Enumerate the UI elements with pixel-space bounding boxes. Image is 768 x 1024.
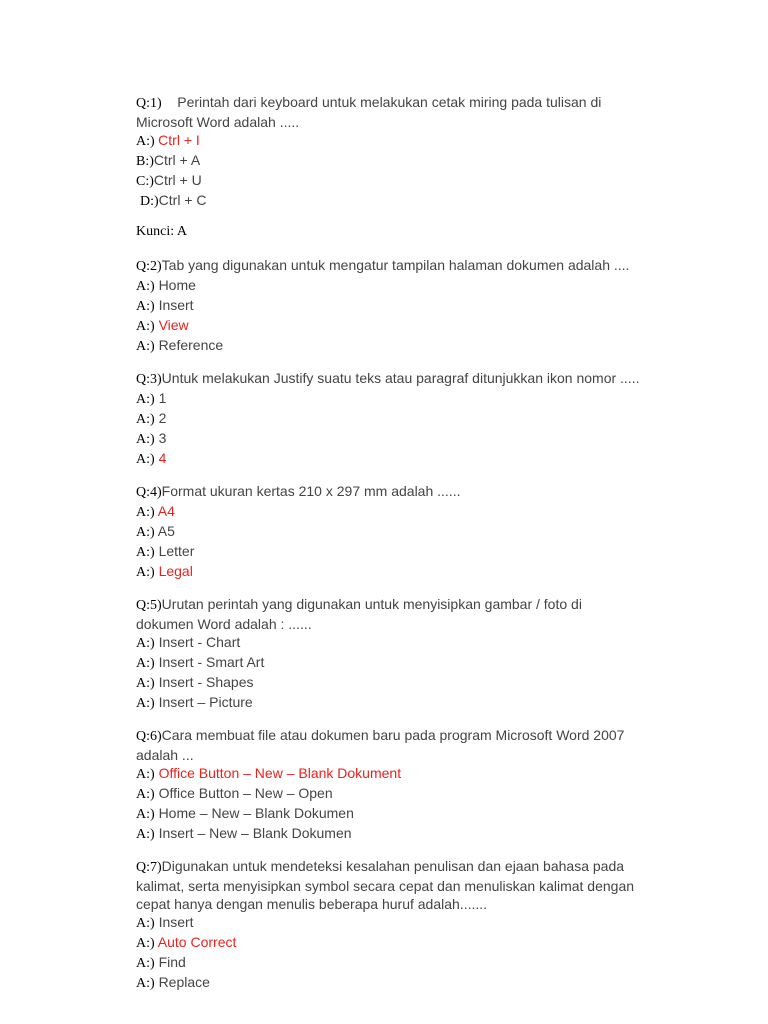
q7-option-correct: A:) Auto Correct [136, 934, 237, 951]
q5-option: A:) Insert – Picture [136, 694, 253, 711]
question-7-text-line-2: kalimat, serta menyisipkan symbol secara cepat dan menuliskan kalimat dengan [136, 878, 635, 894]
question-2: Q:2)Tab yang digunakan untuk mengatur tampilan halaman dokumen adalah .... [136, 257, 630, 274]
q6-option: A:) Office Button – New – Open [136, 785, 333, 802]
q7-option: A:) Insert [136, 914, 194, 931]
q3-option-correct: A:) 4 [136, 450, 167, 467]
question-3: Q:3)Untuk melakukan Justify suatu teks atau paragraf ditunjukkan ikon nomor ..... [136, 370, 640, 387]
q6-option: A:) Home – New – Blank Dokumen [136, 805, 354, 822]
q2-option: A:) Reference [136, 337, 224, 354]
q3-option: A:) 3 [136, 430, 167, 447]
quiz-content [136, 93, 696, 993]
q4-option: A:) A5 [136, 523, 175, 540]
q4-option: A:) Letter [136, 543, 195, 560]
question-7: Q:7)Digunakan untuk mendeteksi kesalahan penulisan dan ejaan bahasa pada [136, 858, 625, 875]
q5-option: A:) Insert - Chart [136, 634, 241, 651]
q5-option: A:) Insert - Shapes [136, 674, 254, 691]
question-1-text: Perintah dari keyboard untuk melakukan cetak miring pada tulisan di [161, 94, 602, 110]
question-6-text-line-2: adalah ... [136, 747, 194, 763]
q1-option-d: D:)Ctrl + C [140, 192, 207, 209]
question-1-text-line-2: Microsoft Word adalah ..... [136, 114, 300, 130]
question-1 [136, 93, 696, 113]
q6-option: A:) Insert – New – Blank Dokumen [136, 825, 352, 842]
q2-option: A:) Home [136, 277, 196, 294]
q1-option-c: C:)Ctrl + U [136, 172, 202, 189]
q5-option: A:) Insert - Smart Art [136, 654, 265, 671]
q7-option: A:) Replace [136, 974, 210, 991]
q4-option-correct: A:) Legal [136, 563, 193, 580]
question-7-text-line-3: cepat hanya dengan menulis beberapa huruf adalah....... [136, 896, 488, 912]
question-6: Q:6)Cara membuat file atau dokumen baru pada program Microsoft Word 2007 [136, 727, 625, 744]
q2-option-correct: A:) View [136, 317, 189, 334]
q1-option-a: A:) Ctrl + I [136, 132, 200, 149]
q1-option-b: B:)Ctrl + A [136, 152, 201, 169]
q3-option: A:) 2 [136, 410, 167, 427]
q2-option: A:) Insert [136, 297, 194, 314]
q4-option-correct: A:) A4 [136, 503, 175, 520]
q6-option-correct: A:) Office Button – New – Blank Dokument [136, 765, 402, 782]
answer-key: Kunci: A [136, 224, 187, 239]
question-1-number: Q:1) [136, 96, 162, 111]
question-5-text-line-2: dokumen Word adalah : ...... [136, 616, 312, 632]
question-4: Q:4)Format ukuran kertas 210 x 297 mm adalah ...... [136, 483, 461, 500]
q7-option: A:) Find [136, 954, 186, 971]
question-5: Q:5)Urutan perintah yang digunakan untuk menyisipkan gambar / foto di [136, 596, 582, 613]
q3-option: A:) 1 [136, 390, 167, 407]
